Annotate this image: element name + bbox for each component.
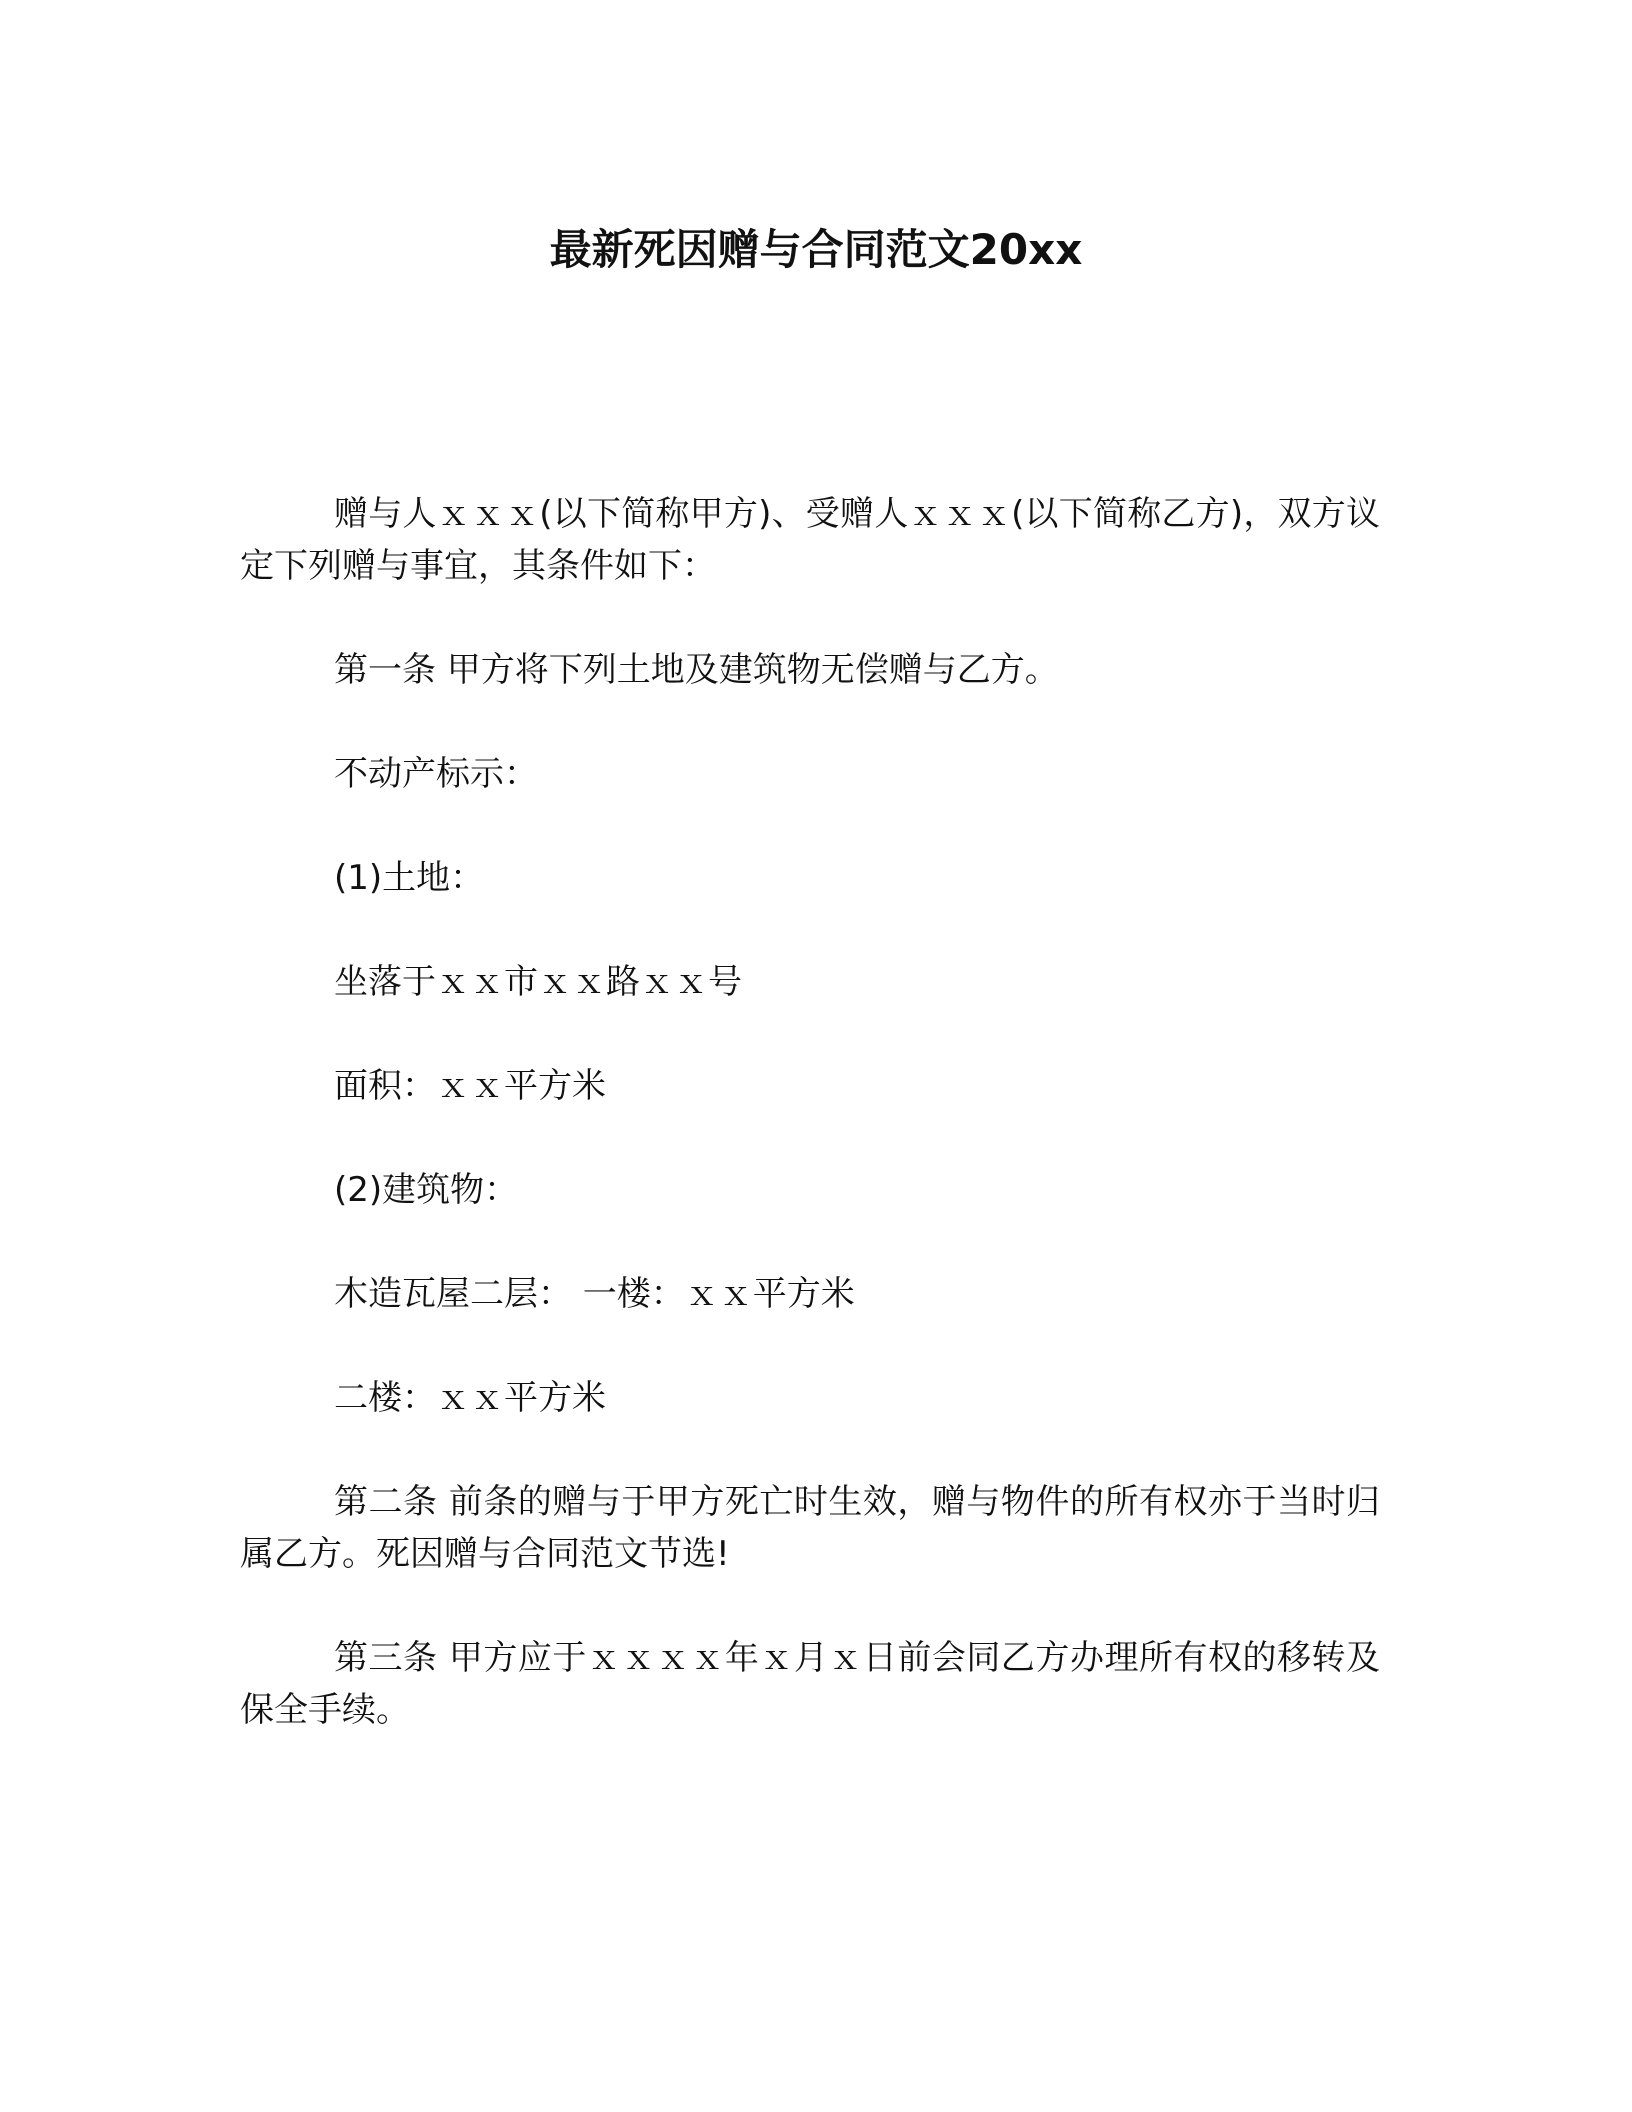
paragraph-property-heading: 不动产标示：	[334, 754, 538, 794]
paragraph-article-1: 第一条 甲方将下列土地及建筑物无偿赠与乙方。	[334, 650, 1059, 690]
paragraph-building-floor-2: 二楼：ｘｘ平方米	[334, 1378, 606, 1418]
paragraph-building-heading: (2)建筑物：	[334, 1170, 519, 1210]
paragraph-land-area: 面积：ｘｘ平方米	[334, 1066, 606, 1106]
paragraph-building-floor-1: 木造瓦屋二层： 一楼：ｘｘ平方米	[334, 1274, 855, 1314]
document-title: 最新死因赠与合同范文20xx	[549, 225, 1083, 274]
paragraph-article-2: 第二条 前条的赠与于甲方死亡时生效，赠与物件的所有权亦于当时归属乙方。死因赠与合同范文节选!	[240, 1482, 1380, 1574]
paragraph-article-3: 第三条 甲方应于ｘｘｘｘ年ｘ月ｘ日前会同乙方办理所有权的移转及保全手续。	[240, 1638, 1380, 1730]
paragraph-land-location: 坐落于ｘｘ市ｘｘ路ｘｘ号	[334, 962, 742, 1002]
document-body	[240, 488, 1380, 1788]
paragraph-intro: 赠与人ｘｘｘ(以下简称甲方)、受赠人ｘｘｘ(以下简称乙方)，双方议定下列赠与事宜，其条件如下：	[240, 494, 1380, 586]
paragraph-land-heading: (1)土地：	[334, 858, 485, 898]
